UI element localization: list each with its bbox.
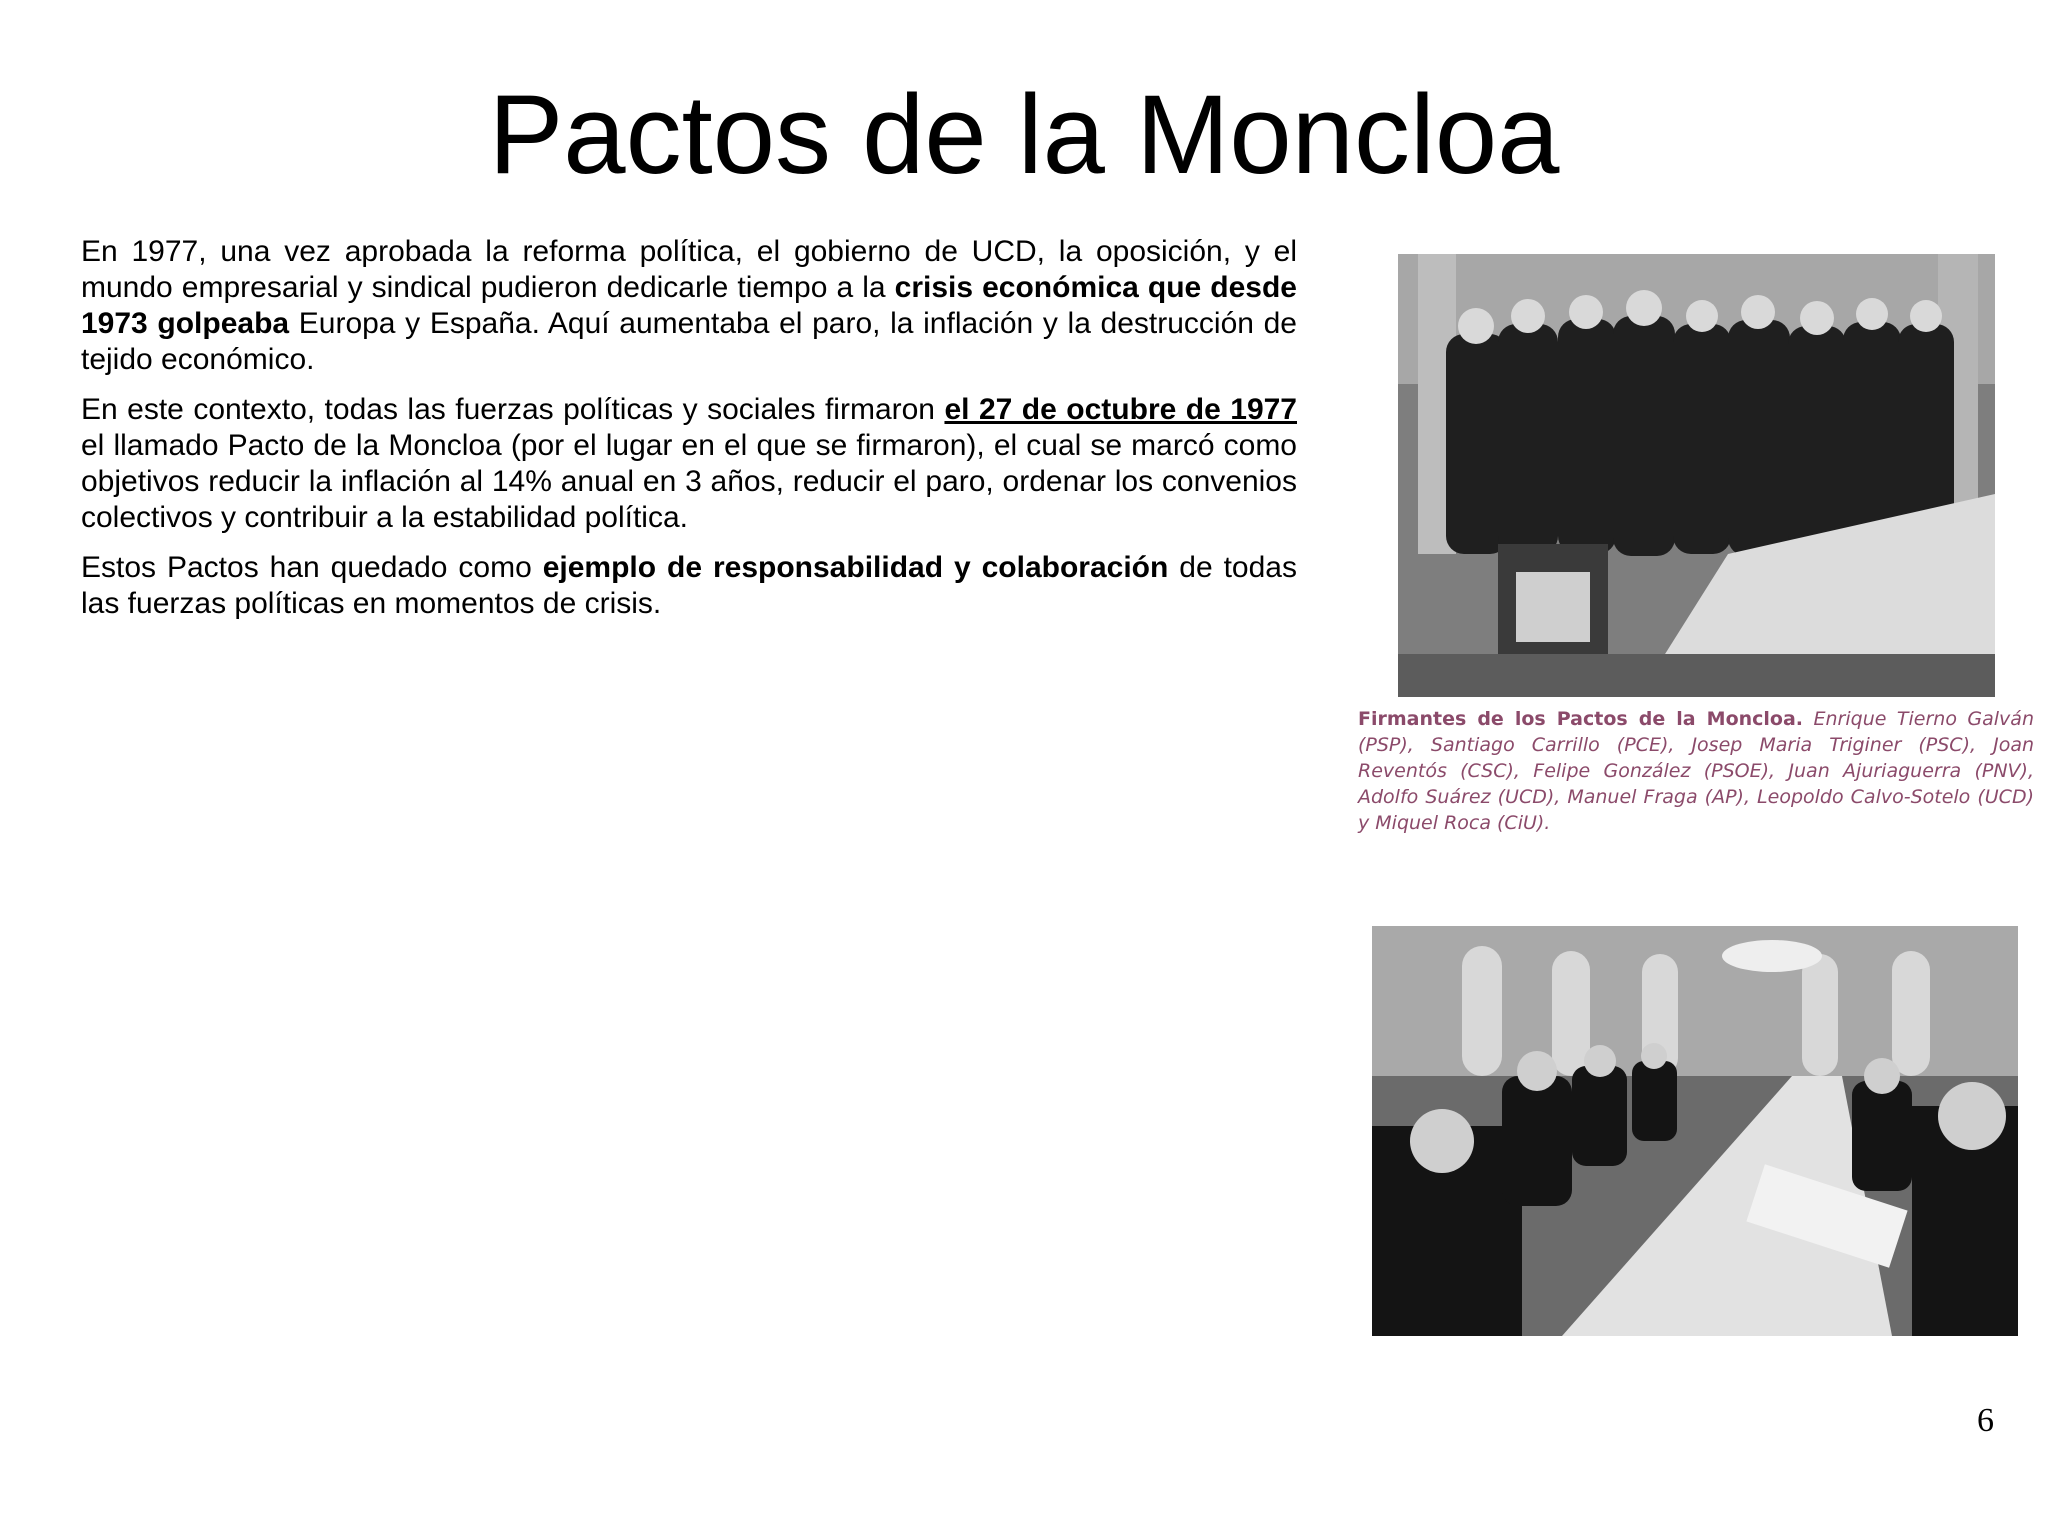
paragraph-1-text-a: En 1977, una vez aprobada la reforma política, el gobierno de UCD, la oposición, y el mundo empresarial y sindical pudieron dedicarle tiempo a la xyxy=(81,235,1297,304)
paragraph-3 xyxy=(81,550,1297,622)
paragraph-1-text-b: Europa y España. Aquí aumentaba el paro, la inflación y la destrucción de tejido económico. xyxy=(81,307,1297,376)
paragraph-3-text-a: Estos Pactos han quedado como xyxy=(81,551,543,584)
meeting-photo xyxy=(1372,926,2018,1336)
paragraph-2-text-a: En este contexto, todas las fuerzas políticas y sociales firmaron xyxy=(81,393,945,426)
paragraph-2-text-b: el llamado Pacto de la Moncloa (por el lugar en el que se firmaron), el cual se marcó como objetivos reducir la inflación al 14% anual en 3 años, reducir el paro, ordenar los convenios colectivos y contribuir a la estabilidad política. xyxy=(81,429,1297,534)
body-text xyxy=(81,234,1297,636)
caption-lead: Firmantes de los Pactos de la Moncloa. xyxy=(1358,708,1804,730)
paragraph-3-bold: ejemplo de responsabilidad y colaboración xyxy=(542,551,1169,584)
signatories-photo-illustration xyxy=(1398,254,1995,697)
paragraph-3-text-b: de todas las fuerzas políticas en momentos de crisis. xyxy=(81,551,1297,620)
paragraph-1-bold: crisis económica que desde 1973 golpeaba xyxy=(81,271,1297,340)
slide-title: Pactos de la Moncloa xyxy=(488,72,1560,197)
paragraph-2-underlined-date: el 27 de octubre de 1977 xyxy=(944,393,1297,426)
meeting-photo-illustration xyxy=(1372,926,2018,1336)
signatories-photo xyxy=(1398,254,1995,697)
paragraph-2-bold-date xyxy=(944,393,1297,426)
paragraph-2 xyxy=(81,392,1297,536)
page-number: 6 xyxy=(1977,1402,1994,1439)
caption-names: Enrique Tierno Galván (PSP), Santiago Carrillo (PCE), Josep Maria Triginer (PSC), Joan Reventós (CSC), Felipe González (PSOE), Juan Ajuriaguerra (PNV), Adolfo Suárez (UCD), Manuel Fraga (AP), Leopoldo Calvo-Sotelo (UCD) y Miquel Roca (CiU). xyxy=(1358,708,2034,834)
paragraph-1 xyxy=(81,234,1297,378)
photo-caption xyxy=(1358,706,2034,836)
